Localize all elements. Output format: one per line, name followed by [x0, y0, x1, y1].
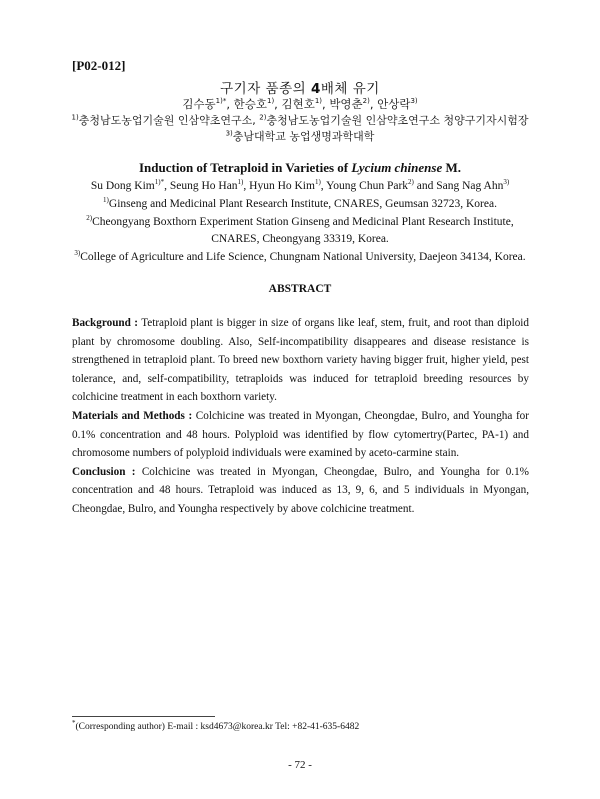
- aff-text: CNARES, Cheongyang 33319, Korea.: [211, 233, 389, 245]
- author-name: 박영춘: [329, 97, 363, 111]
- english-affiliation-3: [0, 251, 600, 263]
- korean-title-part: 구기자 품종의: [220, 81, 311, 97]
- conclusion-label: Conclusion :: [72, 465, 136, 478]
- title-part: Induction of Tetraploid in Varieties of: [138, 160, 352, 175]
- author-name: Su Dong Kim: [90, 180, 155, 192]
- species-name: Lycium chinense: [351, 160, 443, 175]
- korean-affiliation-1: [0, 112, 600, 128]
- author-sup: 3): [410, 97, 418, 106]
- title-part: M.: [442, 160, 462, 175]
- author-name: 한승호: [233, 97, 267, 111]
- corresponding-author-footnote: [72, 718, 360, 732]
- background-text: Tetraploid plant is bigger in size of organs like leaf, stem, fruit, and root than diploid plant by chromosome doubling. Also, Self-incompatibility disappeares and disease resistance is strengthened in tetraploid plant. To breed new boxthorn variety having bigger fruit, higher yield, pest tolerance, and, self-compatibility, tetraploids was induced for tetraploid breeding resources by colchicine treatment in each boxthorn variety.: [72, 317, 529, 404]
- aff-sup: 3): [74, 249, 81, 258]
- author-sup: 1)*: [215, 97, 227, 106]
- author-sup: 2): [408, 178, 414, 187]
- page-number: - 72 -: [288, 759, 312, 771]
- korean-affiliation-2: [0, 128, 600, 144]
- author-name: 김수동: [182, 97, 216, 111]
- aff-text: Ginseng and Medicinal Plant Research Institute, CNARES, Geumsan 32723, Korea.: [108, 198, 497, 210]
- author-sup: 1): [314, 97, 322, 106]
- aff-sup: 3): [225, 129, 233, 138]
- conclusion-paragraph: [72, 463, 529, 519]
- author-sup: 1): [314, 178, 321, 187]
- footnote-text: (Corresponding author) E-mail : ksd4673@korea.kr Tel: +82-41-635-6482: [75, 722, 360, 732]
- aff-text: 충남대학교 농업생명과학대학: [232, 130, 375, 143]
- aff-text: College of Agriculture and Life Science, Chungnam National University, Daejeon 34134, Korea.: [80, 251, 526, 263]
- english-authors: Su Dong Kim$^{1)*}$, Seung Ho Han$^{1)}$, Hyun Ho Kim$^{1)}$, Young Chun Park$^{2)}$ and Sang Nag Ahn$^{3)}$: [90, 178, 510, 192]
- aff-sup: 2): [86, 214, 93, 223]
- footnote-sup: *: [72, 718, 76, 727]
- abstract-body: [72, 314, 529, 519]
- methods-label: Materials and Methods :: [72, 409, 193, 422]
- korean-title-part: 배체 유기: [320, 81, 380, 97]
- korean-title: [0, 77, 600, 97]
- author-name: 김현호: [281, 97, 315, 111]
- methods-text: Colchicine was treated in Myongan, Cheongdae, Bulro, and Youngha for 0.1% concentration and 48 hours. Polyploid was identified by flow cytomertry(Partec, PA-1) and chromosome numbers of polyploid individuals were examined by aceto-carmine stain.: [72, 409, 529, 460]
- korean-authors: 김수동$^{1)*}$, 한승호$^{1)}$, 김현호$^{1)}$, 박영춘$^{2)}$, 안상락$^{3)}$: [182, 97, 418, 111]
- aff-sup: 1): [71, 113, 79, 122]
- author-sup: 1): [266, 97, 275, 106]
- english-affiliation-2: [0, 216, 600, 228]
- korean-title-bold: 4: [310, 81, 321, 97]
- author-name: Sang Nag Ahn: [436, 180, 504, 192]
- author-sup: 2): [362, 97, 370, 106]
- author-sup: 3): [503, 178, 510, 187]
- aff-sup: 2): [259, 113, 267, 122]
- author-name: 안상락: [377, 97, 411, 111]
- abstract-code: [P02-012]: [72, 58, 126, 73]
- conclusion-text: Colchicine was treated in Myongan, Cheongdae, Bulro, and Youngha for 0.1% concentration and 48 hours. Tetraploid was induced as 13, 9, 6, and 5 individuals in Myongan, Cheongdae, Bulro, and Youngha respectively by above colchicine treatment.: [72, 465, 529, 515]
- aff-sup: 1): [103, 196, 109, 205]
- english-affiliation-1: [0, 198, 600, 210]
- aff-text: Cheongyang Boxthorn Experiment Station Ginseng and Medicinal Plant Research Institute,: [92, 216, 514, 228]
- background-paragraph: [72, 314, 529, 407]
- english-affiliation-2-cont: [0, 233, 600, 245]
- aff-text: 충청남도농업기술원 인삼약초연구소,: [78, 114, 260, 127]
- abstract-heading: ABSTRACT: [268, 283, 332, 295]
- author-sup: 1): [237, 178, 244, 187]
- author-name: Young Chun Park: [326, 180, 409, 192]
- author-sup: 1)*: [154, 178, 165, 187]
- background-label: Background :: [72, 317, 138, 329]
- author-name: Seung Ho Han: [169, 180, 238, 192]
- author-name: Hyun Ho Kim: [249, 180, 315, 192]
- aff-text: 충청남도농업기술원 인삼약초연구소 청양구기자시험장: [266, 114, 529, 127]
- methods-paragraph: [72, 407, 529, 463]
- english-title: [0, 160, 600, 176]
- footnote-divider: [72, 716, 215, 717]
